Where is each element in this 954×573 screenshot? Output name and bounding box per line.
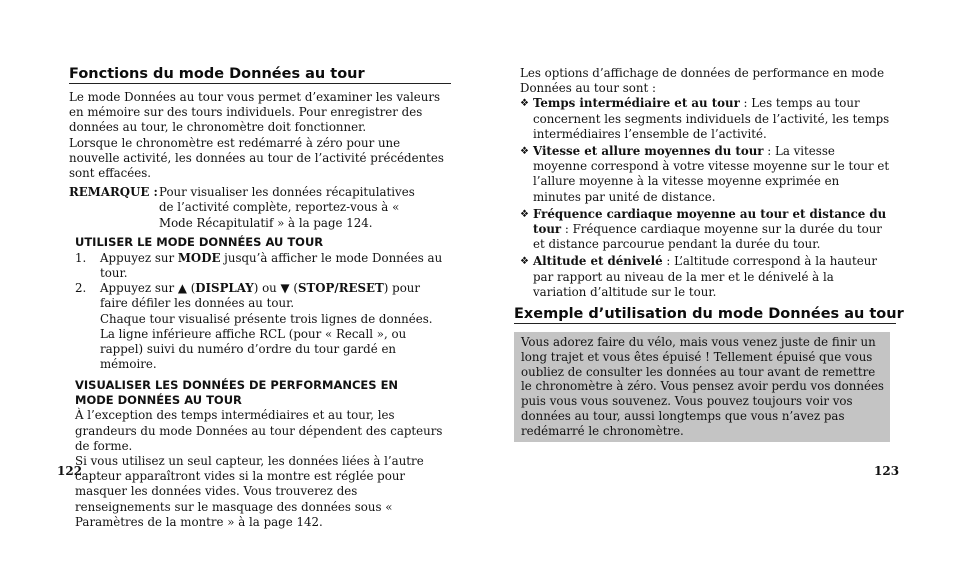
steps-list <box>69 251 451 373</box>
bullet-icon: ❖ <box>520 98 529 110</box>
single-sensor-paragraph: Si vous utilisez un seul capteur, les données liées à l’autre capteur apparaîtront vides si la montre est réglée pour masquer les données vides. Vous trouverez des renseignements sur le masquage des données sous « Paramètres de la montre » à la page 142. <box>75 454 424 529</box>
page-number-left: 122 <box>57 464 83 478</box>
mode-button-label: MODE <box>177 250 221 265</box>
page-number-right: 123 <box>874 464 900 478</box>
bullet-icon: ❖ <box>520 146 529 158</box>
options-list <box>514 96 890 300</box>
subheading-use-lap-mode: UTILISER LE MODE DONNÉES AU TOUR <box>75 234 324 249</box>
option-item: ❖ Temps intermédiaire et au tour : Les temps au tour concernent les segments individuels de l’activité, les temps intermédiaires l’ensemble de l’activité. <box>520 96 890 141</box>
section-title-lap-functions: Fonctions du mode Données au tour <box>69 66 451 84</box>
option-item: ❖ Vitesse et allure moyennes du tour : La vitesse moyenne correspond à votre vitesse moyenne sur le tour et l’allure moyenne à la vitesse moyenne exprimée en minutes par unité de distance. <box>520 144 890 204</box>
left-page <box>57 0 451 573</box>
bullet-icon: ❖ <box>520 208 529 220</box>
right-page <box>514 0 904 573</box>
options-intro: Les options d’affichage de données de performance en mode Données au tour sont : <box>520 66 885 96</box>
stop-reset-button-label: STOP/RESET <box>297 281 384 296</box>
option-item: ❖ Fréquence cardiaque moyenne au tour et distance du tour : Fréquence cardiaque moyenne sur la durée du tour et distance parcourue pendant la durée du tour. <box>520 206 887 252</box>
step-item: 2. Appuyez sur ▲ (DISPLAY) ou ▼ (STOP/RESET) pour faire défiler les données au tour. Chaque tour visualisé présente trois lignes de données. La ligne inférieure affiche RCL (pour « Recall », ou rappel) suivi du numéro d’ordre du tour gardé en mémoire. <box>75 281 433 372</box>
option-item: ❖ Altitude et dénivelé : L’altitude correspond à la hauteur par rapport au niveau de la mer et le dénivelé à la variation d’altitude sur le tour. <box>520 254 877 299</box>
step-item: 1. Appuyez sur MODE jusqu’à afficher le mode Données au tour. <box>75 250 443 281</box>
section-title-example: Exemple d’utilisation du mode Données au tour <box>514 306 904 323</box>
reset-paragraph: Lorsque le chronomètre est redémarré à zéro pour une nouvelle activité, les données au tour de l’activité précédentes sont effacées. <box>69 135 444 181</box>
subheading-view-performance: VISUALISER LES DONNÉES DE PERFORMANCES EN MODE DONNÉES AU TOUR <box>75 378 399 408</box>
display-button-label: DISPLAY <box>195 281 254 296</box>
remark-note <box>69 185 451 231</box>
sensor-paragraph: À l’exception des temps intermédiaires et au tour, les grandeurs du mode Données au tour dépendent des capteurs de forme. <box>75 408 443 453</box>
remark-text: Pour visualiser les données récapitulatives de l’activité complète, reportez-vous à « Mode Récapitulatif » à la page 124. <box>159 185 415 230</box>
example-text: Vous adorez faire du vélo, mais vous venez juste de finir un long trajet et vous êtes épuisé ! Tellement épuisé que vous oubliez de consulter les données au tour avant de remettre le chronomètre à zéro. Vous pensez avoir perdu vos données puis vous vous souvenez. Vous pouvez toujours voir vos données au tour, aussi longtemps que vous n’avez pas redémarré le chronomètre. <box>521 335 884 438</box>
example-box <box>514 332 890 442</box>
intro-paragraph: Le mode Données au tour vous permet d’examiner les valeurs en mémoire sur des tours individuels. Pour enregistrer des données au tour, le chronomètre doit fonctionner. <box>69 90 441 135</box>
bullet-icon: ❖ <box>520 256 529 268</box>
remark-label: REMARQUE : <box>69 185 158 200</box>
